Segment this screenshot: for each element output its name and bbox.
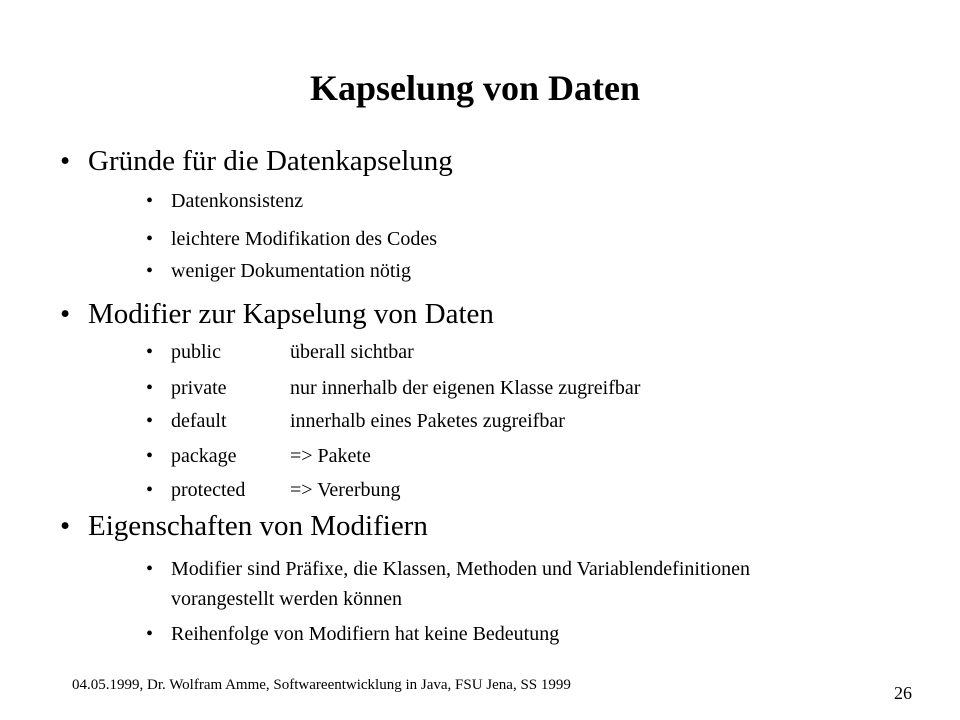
bullet: •	[146, 341, 154, 363]
list-item-text: vorangestellt werden können	[171, 588, 403, 610]
modifier-description: innerhalb eines Paketes zugreifbar	[290, 410, 565, 432]
section-heading-text: Gründe für die Datenkapselung	[88, 145, 453, 177]
bullet: •	[146, 558, 154, 580]
bullet: •	[146, 445, 154, 467]
list-item-text: Reihenfolge von Modifiern hat keine Bedeutung	[171, 623, 560, 645]
modifier-name: public	[171, 341, 221, 363]
modifier-description: überall sichtbar	[290, 341, 414, 363]
list-item-text: leichtere Modifikation des Codes	[171, 228, 438, 250]
modifier-name: private	[171, 377, 227, 399]
bullet: •	[146, 228, 154, 250]
list-item-text: weniger Dokumentation nötig	[171, 260, 411, 282]
section-heading-text: Modifier zur Kapselung von Daten	[88, 298, 494, 330]
footer-text: 04.05.1999, Dr. Wolfram Amme, Softwareentwicklung in Java, FSU Jena, SS 1999	[72, 677, 571, 693]
bullet: •	[146, 377, 154, 399]
bullet: •	[146, 190, 154, 212]
bullet: •	[146, 479, 154, 501]
modifier-description: => Pakete	[290, 445, 371, 467]
modifier-name: package	[171, 445, 237, 467]
list-item-text: Datenkonsistenz	[171, 190, 304, 212]
bullet: •	[146, 623, 154, 645]
list-item-text: Modifier sind Präfixe, die Klassen, Methoden und Variablendefinitionen	[171, 558, 750, 580]
bullet: •	[60, 510, 71, 542]
modifier-name: default	[171, 410, 227, 432]
bullet: •	[146, 410, 154, 432]
slide-title: Kapselung von Daten	[309, 68, 641, 108]
bullet: •	[60, 298, 71, 330]
bullet: •	[60, 145, 71, 177]
section-heading-text: Eigenschaften von Modifiern	[88, 510, 428, 542]
modifier-description: nur innerhalb der eigenen Klasse zugreifbar	[290, 377, 641, 399]
page-number: 26	[894, 683, 912, 703]
modifier-name: protected	[171, 479, 246, 501]
modifier-description: => Vererbung	[290, 479, 401, 501]
bullet: •	[146, 260, 154, 282]
